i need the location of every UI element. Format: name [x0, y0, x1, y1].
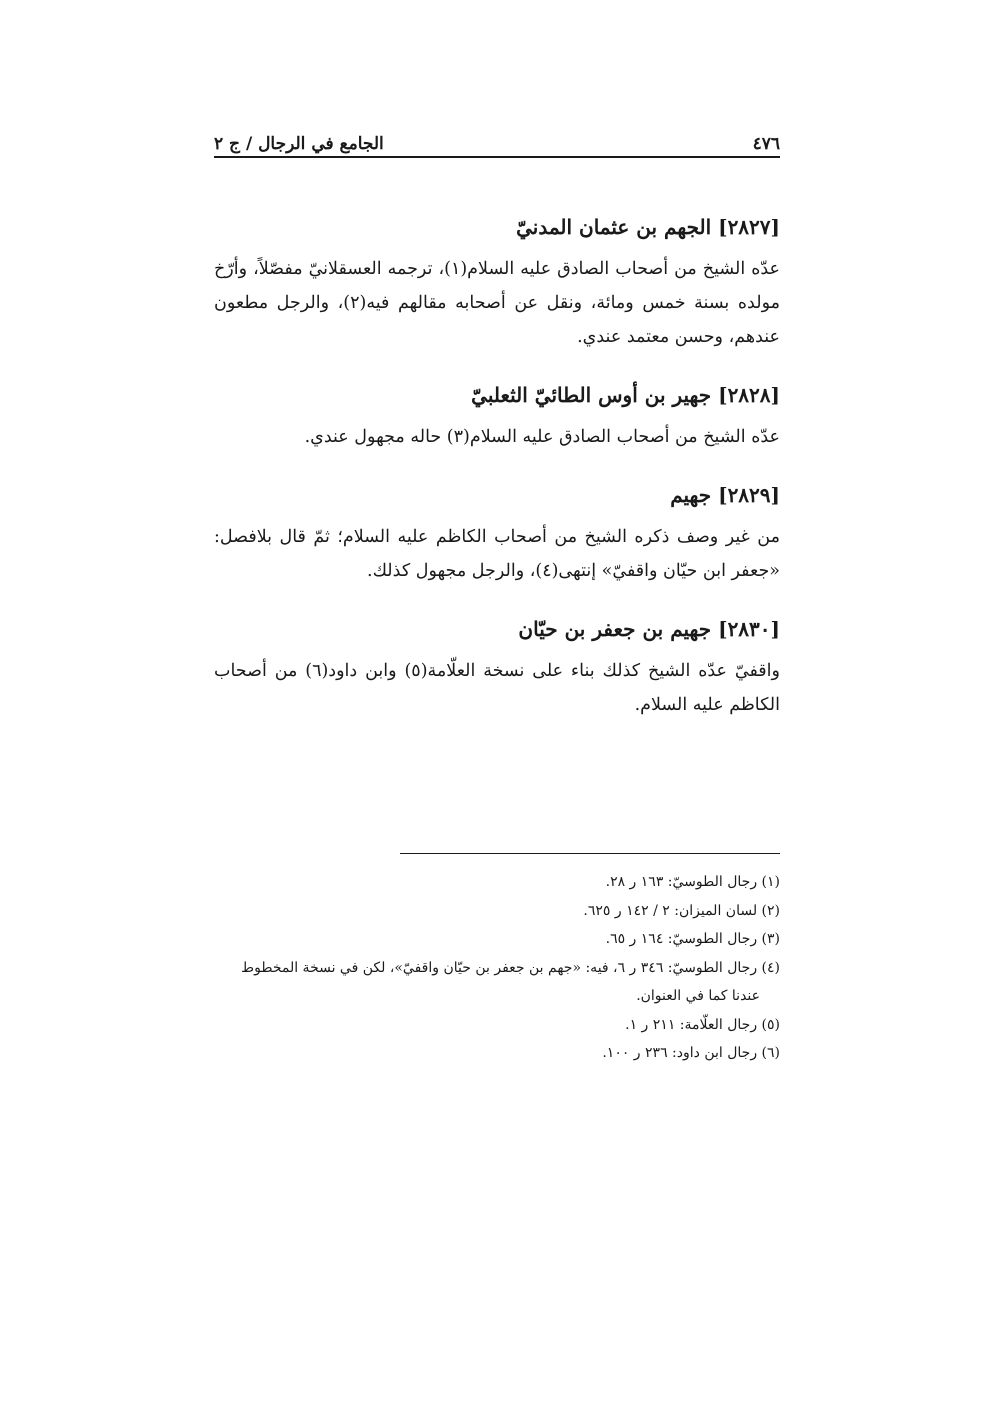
entry-body: واقفيّ عدّه الشيخ كذلك بناء على نسخة العلّامة(٥) وابن داود(٦) من أصحاب الكاظم عليه السلام. — [214, 661, 780, 715]
entry-title: [٢٨٣٠] جهيم بن جعفر بن حيّان — [518, 617, 780, 641]
footnote-6: (٦) رجال ابن داود: ٢٣٦ ر ١٠٠. — [602, 1045, 780, 1061]
footnote-5: (٥) رجال العلّامة: ٢١١ ر ١. — [625, 1016, 780, 1033]
footnotes — [214, 868, 780, 1068]
footnote-4-continued: عندنا كما في العنوان. — [636, 988, 760, 1004]
entry-2828 — [214, 380, 780, 454]
entry-body: عدّه الشيخ من أصحاب الصادق عليه السلام(٣) حاله مجهول عندي. — [304, 427, 780, 447]
header-rule — [214, 156, 780, 158]
main-text — [214, 212, 780, 748]
footnote-4: (٤) رجال الطوسيّ: ٣٤٦ ر ٦، فيه: «جهم بن جعفر بن حيّان واقفيّ»، لكن في نسخة المخطوط — [241, 959, 780, 976]
entry-title: [٢٨٢٧] الجهم بن عثمان المدنيّ — [516, 215, 780, 239]
entry-body: من غير وصف ذكره الشيخ من أصحاب الكاظم عليه السلام؛ ثمّ قال بلافصل: «جعفر ابن حيّان واقفيّ» إنتهى(٤)، والرجل مجهول كذلك. — [214, 527, 780, 581]
entry-2829 — [214, 480, 780, 588]
entry-title: [٢٨٢٩] جهيم — [670, 483, 780, 507]
footnote-3: (٣) رجال الطوسيّ: ١٦٤ ر ٦٥. — [605, 931, 780, 947]
book-title: الجامع في الرجال / ج ٢ — [214, 134, 384, 154]
entry-2830 — [214, 614, 780, 722]
running-header — [214, 124, 780, 154]
entry-2827 — [214, 212, 780, 354]
footnote-1: (١) رجال الطوسيّ: ١٦٣ ر ٢٨. — [605, 874, 780, 890]
entry-body: عدّه الشيخ من أصحاب الصادق عليه السلام(١)، ترجمه العسقلانيّ مفصّلاً، وأرّخ مولده بسنة خمس ومائة، ونقل عن أصحابه مقالهم فيه(٢)، والرجل مطعون عندهم، وحسن معتمد عندي. — [214, 259, 781, 347]
entry-title: [٢٨٢٨] جهير بن أوس الطائيّ الثعلبيّ — [471, 383, 780, 407]
footnote-2: (٢) لسان الميزان: ٢ / ١٤٢ ر ٦٢٥. — [583, 902, 780, 919]
footnote-separator — [400, 853, 780, 854]
book-page — [214, 0, 780, 1403]
page-number: ٤٧٦ — [752, 134, 780, 154]
